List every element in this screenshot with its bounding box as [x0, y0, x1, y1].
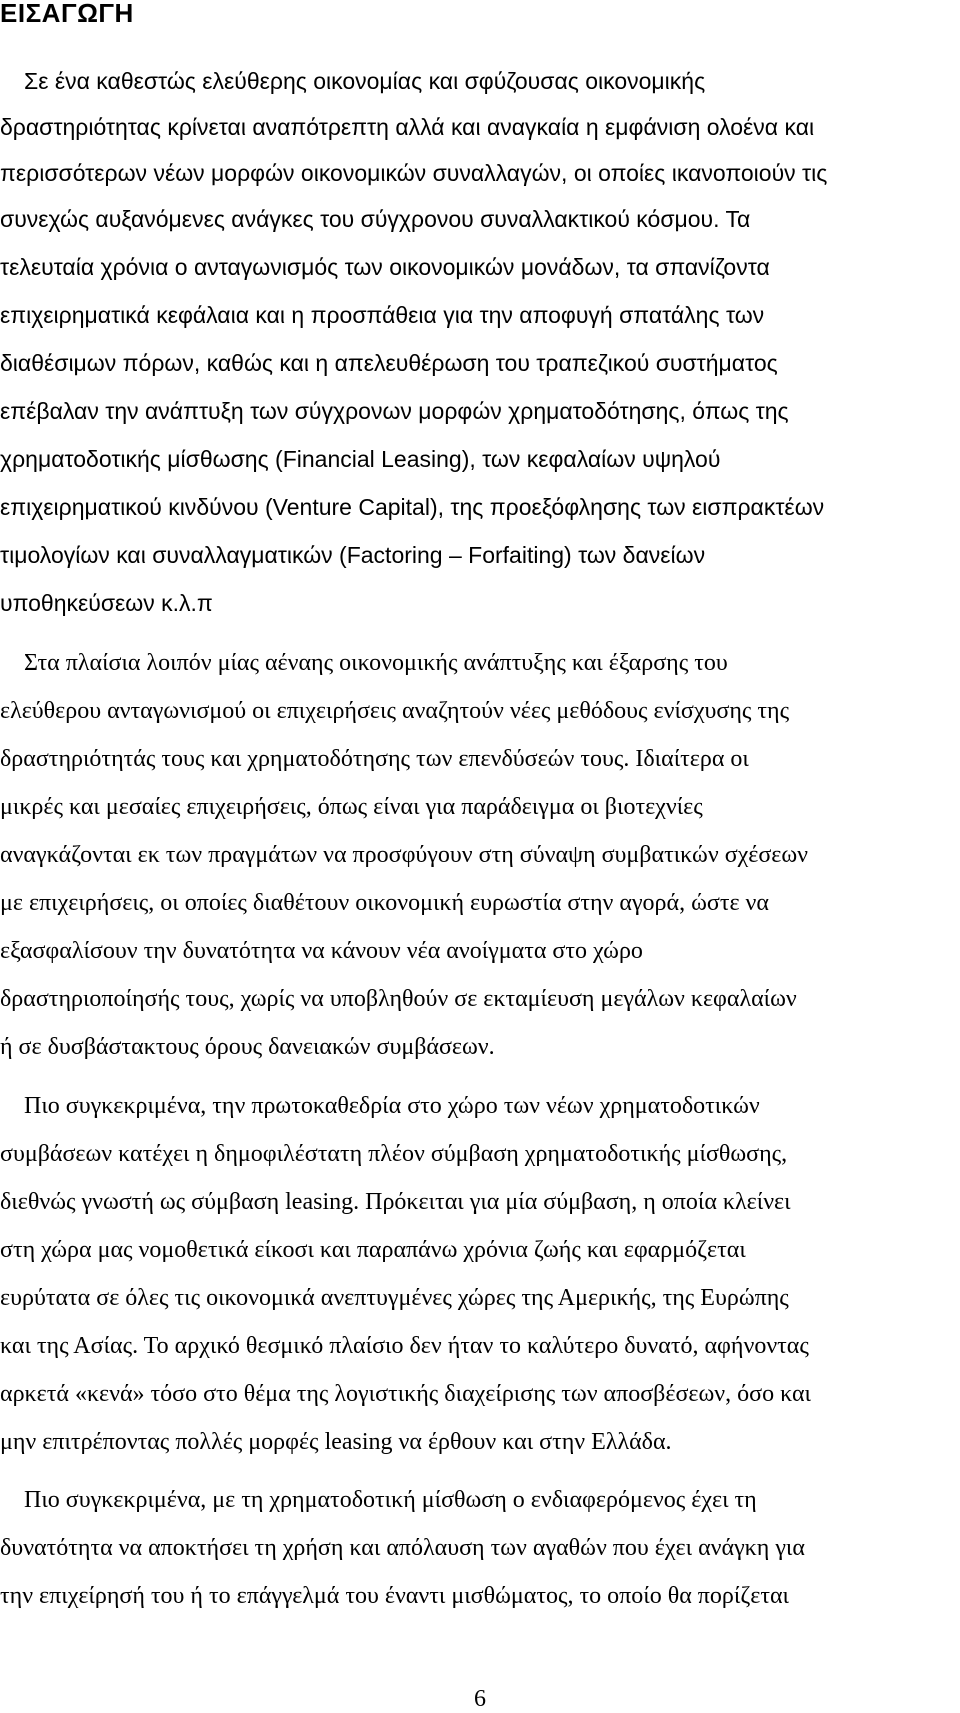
text-line: Πιο συγκεκριμένα, την πρωτοκαθεδρία στο χώρο των νέων χρηματοδοτικών [24, 1093, 760, 1119]
text-line: και της Ασίας. Το αρχικό θεσμικό πλαίσιο δεν ήταν το καλύτερο δυνατό, αφήνοντας [0, 1333, 809, 1359]
text-line: ελεύθερου ανταγωνισμού οι επιχειρήσεις αναζητούν νέες μεθόδους ενίσχυσης της [0, 698, 790, 724]
text-line: χρηματοδοτικής μίσθωσης (Financial Leasing), των κεφαλαίων υψηλού [0, 446, 721, 472]
text-line: διαθέσιμων πόρων, καθώς και η απελευθέρωση του τραπεζικού συστήματος [0, 350, 778, 376]
text-line: δραστηριοποίησής τους, χωρίς να υποβληθούν σε εκταμίευση μεγάλων κεφαλαίων [0, 986, 797, 1012]
text-line: με επιχειρήσεις, οι οποίες διαθέτουν οικονομική ευρωστία στην αγορά, ώστε να [0, 890, 769, 916]
text-line: επιχειρηματικά κεφάλαια και η προσπάθεια για την αποφυγή σπατάλης των [0, 302, 765, 328]
text-line: δραστηριότητας κρίνεται αναπότρεπτη αλλά και αναγκαία η εμφάνιση ολοένα και [0, 114, 815, 140]
text-line: τελευταία χρόνια ο ανταγωνισμός των οικονομικών μονάδων, τα σπανίζοντα [0, 254, 770, 280]
text-line: Στα πλαίσια λοιπόν μίας αέναης οικονομικής ανάπτυξης και έξαρσης του [24, 650, 728, 676]
text-line: την επιχείρησή του ή το επάγγελμά του έναντι μισθώματος, το οποίο θα πορίζεται [0, 1583, 790, 1609]
text-line: ευρύτατα σε όλες τις οικονομικά ανεπτυγμένες χώρες της Αμερικής, της Ευρώπης [0, 1285, 789, 1311]
text-line: Πιο συγκεκριμένα, με τη χρηματοδοτική μίσθωση ο ενδιαφερόμενος έχει τη [24, 1487, 757, 1513]
text-line: αρκετά «κενά» τόσο στο θέμα της λογιστικής διαχείρισης των αποσβέσεων, όσο και [0, 1381, 811, 1407]
text-line: επέβαλαν την ανάπτυξη των σύγχρονων μορφών χρηματοδότησης, όπως της [0, 398, 789, 424]
document-title: ΕΙΣΑΓΩΓΗ [0, 0, 134, 28]
page-number: 6 [474, 1686, 486, 1712]
text-line: αναγκάζονται εκ των πραγμάτων να προσφύγουν στη σύναψη συμβατικών σχέσεων [0, 842, 809, 868]
text-line: δραστηριότητάς τους και χρηματοδότησης των επενδύσεών τους. Ιδιαίτερα οι [0, 746, 749, 772]
text-line: υποθηκεύσεων κ.λ.π [0, 590, 213, 616]
text-line: τιμολογίων και συναλλαγματικών (Factoring – Forfaiting) των δανείων [0, 542, 706, 568]
text-line: συνεχώς αυξανόμενες ανάγκες του σύγχρονου συναλλακτικού κόσμου. Τα [0, 206, 751, 232]
text-line: δυνατότητα να αποκτήσει τη χρήση και απόλαυση των αγαθών που έχει ανάγκη για [0, 1535, 805, 1561]
text-line: ή σε δυσβάστακτους όρους δανειακών συμβάσεων. [0, 1034, 495, 1060]
text-line: εξασφαλίσουν την δυνατότητα να κάνουν νέα ανοίγματα στο χώρο [0, 938, 643, 964]
text-line: περισσότερων νέων μορφών οικονομικών συναλλαγών, οι οποίες ικανοποιούν τις [0, 160, 828, 186]
text-line: διεθνώς γνωστή ως σύμβαση leasing. Πρόκειται για μία σύμβαση, η οποία κλείνει [0, 1189, 791, 1215]
text-line: στη χώρα μας νομοθετικά είκοσι και παραπάνω χρόνια ζωής και εφαρμόζεται [0, 1237, 746, 1263]
text-line: μην επιτρέποντας πολλές μορφές leasing να έρθουν και στην Ελλάδα. [0, 1429, 672, 1455]
text-line: μικρές και μεσαίες επιχειρήσεις, όπως είναι για παράδειγμα οι βιοτεχνίες [0, 794, 703, 820]
text-line: Σε ένα καθεστώς ελεύθερης οικονομίας και σφύζουσας οικονομικής [24, 68, 706, 94]
text-line: συμβάσεων κατέχει η δημοφιλέστατη πλέον σύμβαση χρηματοδοτικής μίσθωσης, [0, 1141, 788, 1167]
text-line: επιχειρηματικού κινδύνου (Venture Capital), της προεξόφλησης των εισπρακτέων [0, 494, 825, 520]
